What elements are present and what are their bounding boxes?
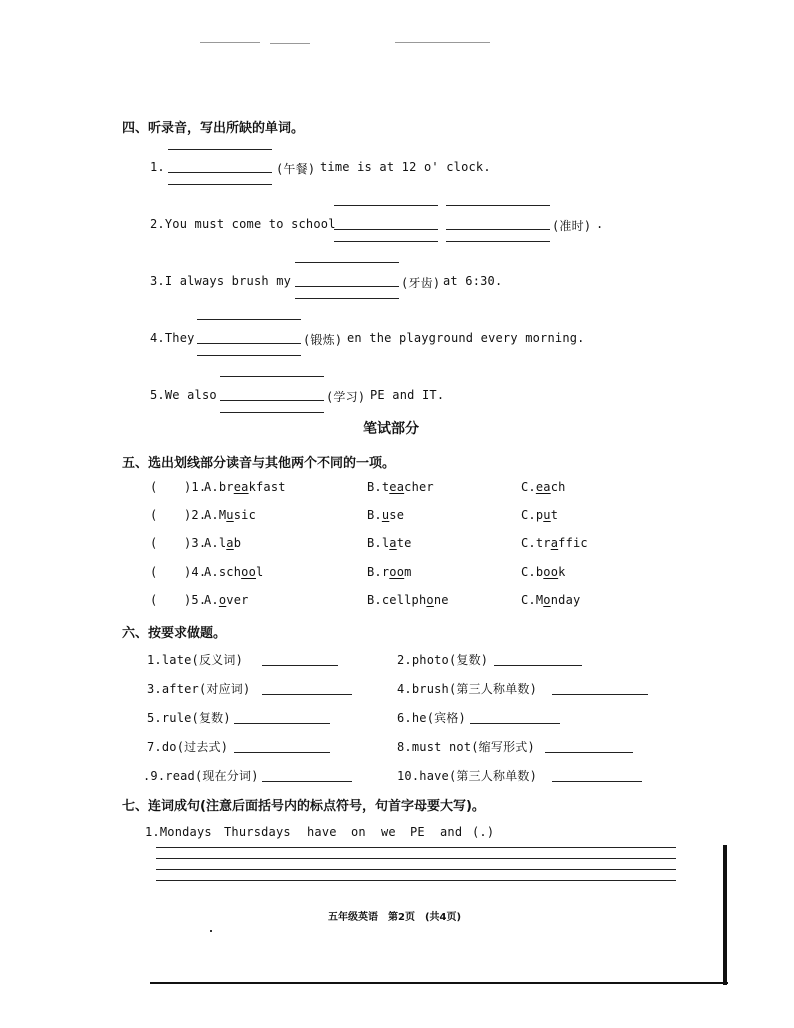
s7-q1-word: PE <box>410 825 425 839</box>
option-c <box>521 508 558 522</box>
s6-item5: 5.rule(复数) <box>147 711 231 725</box>
s6-item4: 4.brush(第三人称单数) <box>397 682 538 696</box>
option-pre: b <box>535 565 544 579</box>
answer-line[interactable] <box>446 229 550 230</box>
option-pre: br <box>218 480 234 494</box>
option-post: sic <box>233 508 257 522</box>
option-a <box>204 508 256 522</box>
written-part-title: 笔试部分 <box>363 421 419 437</box>
page-footer: 五年级英语 第2页 (共4页) <box>328 912 462 923</box>
answer-line[interactable] <box>168 172 272 173</box>
question-number: )4. <box>184 565 207 579</box>
question-number: )5. <box>184 593 207 607</box>
answer-line <box>168 149 272 150</box>
answer-line[interactable] <box>197 343 301 344</box>
option-label: A. <box>204 480 219 494</box>
option-post: t <box>550 508 559 522</box>
underlined-letters: o <box>218 593 227 607</box>
option-label: C. <box>521 508 536 522</box>
underlined-letters: o <box>426 593 434 607</box>
option-label: C. <box>521 565 536 579</box>
answer-bracket: ( <box>150 508 158 522</box>
s4-item5-hint: (学习) <box>326 390 366 404</box>
answer-bracket: ( <box>150 480 158 494</box>
s7-q1-word: we <box>381 825 396 839</box>
answer-line[interactable] <box>220 400 324 401</box>
option-label: B. <box>367 508 382 522</box>
answer-line <box>334 205 438 206</box>
option-post: kfast <box>248 480 286 494</box>
s4-item3-text: 3.I always brush my <box>150 274 292 288</box>
s4-item1-text: time is at 12 o' clock. <box>320 160 491 174</box>
s7-q1-word: have <box>307 825 337 839</box>
underlined-letters: a <box>550 536 559 550</box>
answer-line[interactable] <box>262 781 352 782</box>
s7-q1-word: 1.Mondays <box>145 825 212 839</box>
s4-item1-number: 1. <box>150 160 165 174</box>
option-post: ver <box>226 593 249 607</box>
option-label: B. <box>367 593 382 607</box>
writing-line[interactable] <box>156 858 676 859</box>
underlined-letters: o <box>543 593 551 607</box>
s7-q1-word: and <box>440 825 463 839</box>
answer-line[interactable] <box>494 665 582 666</box>
scan-mark <box>395 42 490 43</box>
s4-item4-hint: (锻炼) <box>303 333 343 347</box>
s6-item2: 2.photo(复数) <box>397 653 489 667</box>
underlined-letters: u <box>226 508 234 522</box>
answer-line[interactable] <box>234 723 330 724</box>
option-a <box>204 536 241 550</box>
answer-line <box>446 205 550 206</box>
answer-bracket: ( <box>150 536 158 550</box>
underlined-letters: a <box>389 536 397 550</box>
option-c <box>521 565 566 579</box>
option-post: b <box>233 536 242 550</box>
section7-heading: 七、连词成句(注意后面括号内的标点符号，句首字母要大写)。 <box>122 799 485 814</box>
writing-line <box>156 880 676 881</box>
answer-line[interactable] <box>262 665 338 666</box>
underlined-letters: ea <box>389 480 405 494</box>
s4-item2-end: . <box>596 217 604 231</box>
answer-line[interactable] <box>295 286 399 287</box>
s6-item7: 7.do(过去式) <box>147 740 229 754</box>
option-post: cher <box>404 480 434 494</box>
option-label: A. <box>204 565 219 579</box>
s7-q1-word: (.) <box>472 825 495 839</box>
s4-item3-hint: (牙齿) <box>401 276 441 290</box>
s4-item5-text: 5.We also <box>150 388 217 402</box>
answer-line <box>446 241 550 242</box>
answer-line <box>295 262 399 263</box>
underlined-letters: a <box>226 536 234 550</box>
writing-line <box>156 869 676 870</box>
answer-line <box>197 355 301 356</box>
answer-line[interactable] <box>552 694 648 695</box>
option-pre: M <box>535 593 544 607</box>
option-c <box>521 593 580 607</box>
option-pre: l <box>381 536 390 550</box>
underlined-letters: u <box>381 508 390 522</box>
underlined-letters: ea <box>233 480 249 494</box>
option-a <box>204 593 249 607</box>
answer-bracket: ( <box>150 565 158 579</box>
answer-line[interactable] <box>334 229 438 230</box>
option-pre: p <box>535 508 544 522</box>
s4-item1-hint: (午餐) <box>276 162 316 176</box>
s7-q1-word: Thursdays <box>224 825 291 839</box>
option-post: l <box>256 565 264 579</box>
option-a <box>204 565 263 579</box>
option-label: A. <box>204 593 219 607</box>
option-label: C. <box>521 593 536 607</box>
option-c <box>521 536 588 550</box>
s4-item3-end: at 6:30. <box>443 274 503 288</box>
scan-edge <box>150 982 728 984</box>
option-label: C. <box>521 480 536 494</box>
section5-heading: 五、选出划线部分读音与其他两个不同的一项。 <box>122 456 396 471</box>
question-number: )2. <box>184 508 207 522</box>
answer-line[interactable] <box>545 752 633 753</box>
option-post: nday <box>550 593 581 607</box>
writing-line <box>156 847 676 848</box>
option-post: k <box>558 565 566 579</box>
s6-item1: 1.late(反义词) <box>147 653 243 667</box>
answer-line <box>295 298 399 299</box>
answer-bracket: ( <box>150 593 158 607</box>
s4-item4-end: en the playground every morning. <box>347 331 585 345</box>
answer-line[interactable] <box>470 723 560 724</box>
underlined-letters: oo <box>543 565 559 579</box>
section6-heading: 六、按要求做题。 <box>122 626 227 641</box>
scan-mark <box>270 43 310 44</box>
option-pre: tr <box>535 536 551 550</box>
s4-item4-text: 4.They <box>150 331 195 345</box>
option-pre: sch <box>218 565 242 579</box>
option-post: ffic <box>558 536 588 550</box>
s7-q1-word: on <box>351 825 366 839</box>
option-pre: r <box>381 565 390 579</box>
s6-item8: 8.must not(缩写形式) <box>397 740 535 754</box>
option-label: B. <box>367 480 382 494</box>
s4-item2-hint: (准时) <box>552 219 592 233</box>
option-label: A. <box>204 536 219 550</box>
s4-item5-end: PE and IT. <box>370 388 445 402</box>
option-b <box>367 593 449 607</box>
option-post: ne <box>433 593 449 607</box>
answer-line <box>334 241 438 242</box>
option-pre: t <box>381 480 390 494</box>
underlined-letters: oo <box>389 565 405 579</box>
underlined-letters: ea <box>535 480 551 494</box>
answer-line[interactable] <box>262 694 352 695</box>
option-a <box>204 480 286 494</box>
option-label: C. <box>521 536 536 550</box>
option-pre: cellph <box>381 593 427 607</box>
option-post: m <box>404 565 412 579</box>
option-label: B. <box>367 565 382 579</box>
s6-item6: 6.he(宾格) <box>397 711 466 725</box>
option-pre: M <box>218 508 227 522</box>
s6-item3: 3.after(对应词) <box>147 682 251 696</box>
option-post: ch <box>550 480 566 494</box>
question-number: )3. <box>184 536 207 550</box>
scan-dot <box>210 930 212 932</box>
s6-item10: 10.have(第三人称单数) <box>397 769 538 783</box>
underlined-letters: u <box>543 508 551 522</box>
option-label: A. <box>204 508 219 522</box>
question-number: )1. <box>184 480 207 494</box>
option-post: te <box>396 536 412 550</box>
option-c <box>521 480 566 494</box>
answer-line <box>168 184 272 185</box>
option-label: B. <box>367 536 382 550</box>
answer-line <box>220 412 324 413</box>
option-pre: l <box>218 536 227 550</box>
s4-item2-text: 2.You must come to school <box>150 217 336 231</box>
option-post: se <box>389 508 405 522</box>
underlined-letters: oo <box>241 565 256 579</box>
s6-item9: .9.read(现在分词) <box>143 769 259 783</box>
section4-heading: 四、听录音，写出所缺的单词。 <box>122 121 305 136</box>
answer-line <box>220 376 324 377</box>
answer-line[interactable] <box>552 781 642 782</box>
option-b <box>367 480 434 494</box>
scan-edge <box>723 845 727 985</box>
scan-mark <box>200 42 260 43</box>
option-b <box>367 536 412 550</box>
answer-line <box>197 319 301 320</box>
option-b <box>367 508 404 522</box>
answer-line[interactable] <box>234 752 330 753</box>
option-b <box>367 565 412 579</box>
